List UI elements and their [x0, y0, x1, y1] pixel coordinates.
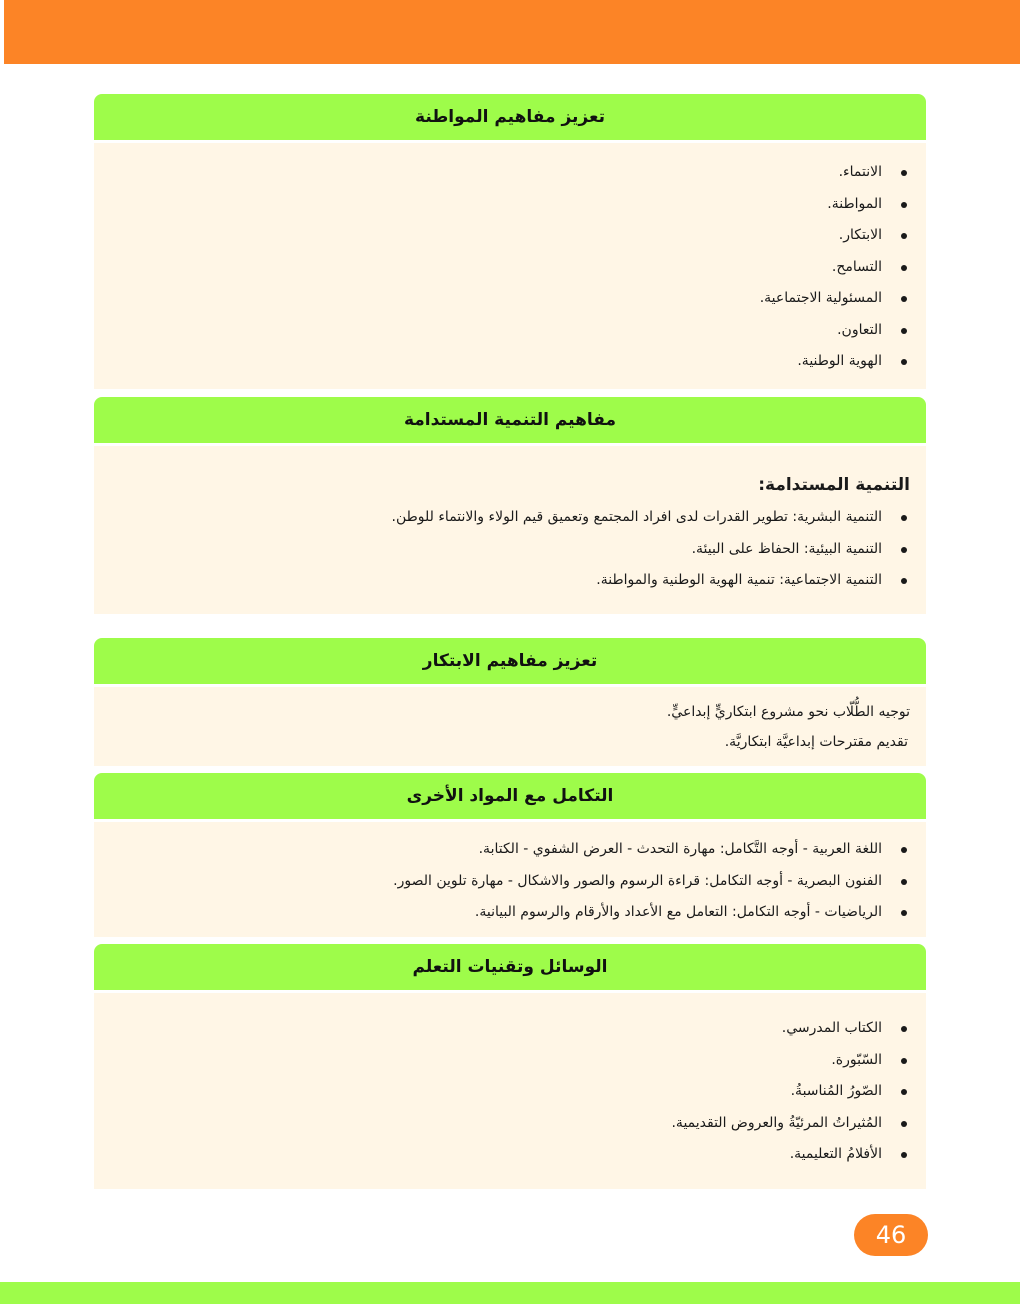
section-innovation-title: تعزيز مفاهيم الابتكار: [94, 638, 926, 684]
section-sustainable-body: [94, 446, 926, 614]
list-item: السّبّورة.: [108, 1045, 912, 1077]
list-item: الفنون البصرية - أوجه التكامل: قراءة الرسوم والصور والاشكال - مهارة تلوين الصور.: [108, 866, 912, 898]
list-item: التنمية البشرية: تطوير القدرات لدى افراد المجتمع وتعميق قيم الولاء والانتماء للوطن.: [108, 502, 912, 534]
section-integration-title: التكامل مع المواد الأخرى: [94, 773, 926, 819]
list-item: المواطنة.: [108, 189, 912, 221]
list-item: الابتكار.: [108, 220, 912, 252]
list-item: التعاون.: [108, 315, 912, 347]
section-tools: [94, 944, 926, 1189]
top-banner: [4, 0, 1020, 64]
section-citizenship-body: [94, 143, 926, 389]
list-item: اللغة العربية - أوجه التَّكامل: مهارة التحدث - العرض الشفوي - الكتابة.: [108, 834, 912, 866]
section-sustainable-title: مفاهيم التنمية المستدامة: [94, 397, 926, 443]
section-integration: [94, 773, 926, 937]
section-citizenship: [94, 94, 926, 389]
section-tools-body: [94, 993, 926, 1189]
list-item: الرياضيات - أوجه التكامل: التعامل مع الأعداد والأرقام والرسوم البيانية.: [108, 897, 912, 929]
integration-list: [108, 834, 912, 929]
list-item: المُثيراتُ المرئيّةُ والعروض التقديمية.: [108, 1108, 912, 1140]
tools-list: [108, 1013, 912, 1171]
list-item: الكتاب المدرسي.: [108, 1013, 912, 1045]
innovation-line: تقديم مقترحات إبداعيَّة ابتكاريَّة.: [724, 734, 908, 750]
list-item: التنمية الاجتماعية: تنمية الهوية الوطنية والمواطنة.: [108, 565, 912, 597]
list-item: التنمية البيئية: الحفاظ على البيئة.: [108, 534, 912, 566]
sustainable-list: [108, 502, 912, 597]
citizenship-list: [108, 157, 912, 378]
section-sustainable: [94, 397, 926, 614]
list-item: الصّورُ المُناسبةُ.: [108, 1076, 912, 1108]
list-item: الانتماء.: [108, 157, 912, 189]
section-integration-body: [94, 822, 926, 937]
list-item: الهوية الوطنية.: [108, 346, 912, 378]
list-item: المسئولية الاجتماعية.: [108, 283, 912, 315]
section-innovation-body: [94, 687, 926, 766]
innovation-line: توجيه الطُّلّاب نحو مشروع ابتكاريٍّ إبداعيٍّ.: [666, 704, 910, 720]
section-citizenship-title: تعزيز مفاهيم المواطنة: [94, 94, 926, 140]
sustainable-subheading: التنمية المستدامة:: [758, 475, 910, 495]
bottom-banner: [0, 1282, 1020, 1304]
section-tools-title: الوسائل وتقنيات التعلم: [94, 944, 926, 990]
section-innovation: [94, 638, 926, 766]
list-item: الأفلامُ التعليمية.: [108, 1139, 912, 1171]
list-item: التسامح.: [108, 252, 912, 284]
page-number-badge: 46: [854, 1214, 928, 1256]
